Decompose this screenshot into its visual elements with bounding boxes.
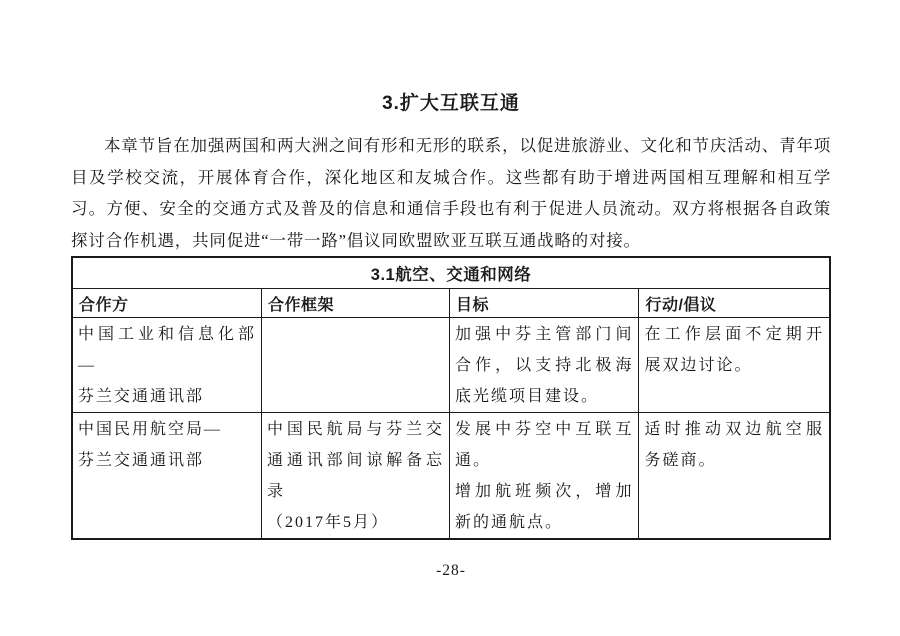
cell-goal (449, 318, 639, 413)
column-header-action: 行动/倡议 (639, 289, 830, 318)
column-header-framework: 合作框架 (262, 289, 450, 318)
table-row (72, 318, 830, 413)
cell-partner (72, 413, 262, 540)
page-content (71, 0, 831, 579)
cell-action (639, 318, 830, 413)
cell-line: 芬兰交通通讯部 (78, 452, 205, 469)
cell-line: 中国民航局与芬兰交通通讯部间谅解备忘录 (267, 421, 444, 500)
cell-line: 加强中芬主管部门间合作，以支持北极海底光缆项目建设。 (454, 326, 634, 405)
cell-line: 适时推动双边航空服务磋商。 (644, 421, 824, 469)
table-title-row (72, 257, 830, 289)
cell-action (639, 413, 830, 540)
cell-framework (262, 413, 450, 540)
cell-line: 发展中芬空中互联互通。 (454, 421, 634, 469)
cell-line: 中国工业和信息化部— (78, 326, 256, 374)
cell-line: （2017年5月） (267, 514, 390, 531)
column-header-goal: 目标 (449, 289, 639, 318)
cooperation-table (71, 256, 831, 540)
table-title: 3.1航空、交通和网络 (72, 257, 830, 289)
cell-goal (449, 413, 639, 540)
table-header-row (72, 289, 830, 318)
column-header-partner: 合作方 (72, 289, 262, 318)
cell-framework-empty (262, 318, 450, 413)
section-title: 3.扩大互联互通 (382, 93, 520, 114)
cell-line: 增加航班频次，增加新的通航点。 (454, 483, 634, 531)
page-number: -28- (436, 562, 466, 579)
table-row (72, 413, 830, 540)
cell-line: 中国民用航空局— (78, 421, 223, 438)
cell-line: 在工作层面不定期开展双边讨论。 (644, 326, 824, 374)
cell-partner (72, 318, 262, 413)
cell-line: 芬兰交通通讯部 (78, 388, 205, 405)
intro-paragraph: 本章节旨在加强两国和两大洲之间有形和无形的联系，以促进旅游业、文化和节庆活动、青年项目及学校交流，开展体育合作，深化地区和友城合作。这些都有助于增进两国相互理解和相互学习。方便、安全的交通方式及普及的信息和通信手段也有利于促进人员流动。双方将根据各自政策探讨合作机遇，共同促进“一带一路”倡议同欧盟欧亚互联互通战略的对接。 (71, 136, 831, 250)
